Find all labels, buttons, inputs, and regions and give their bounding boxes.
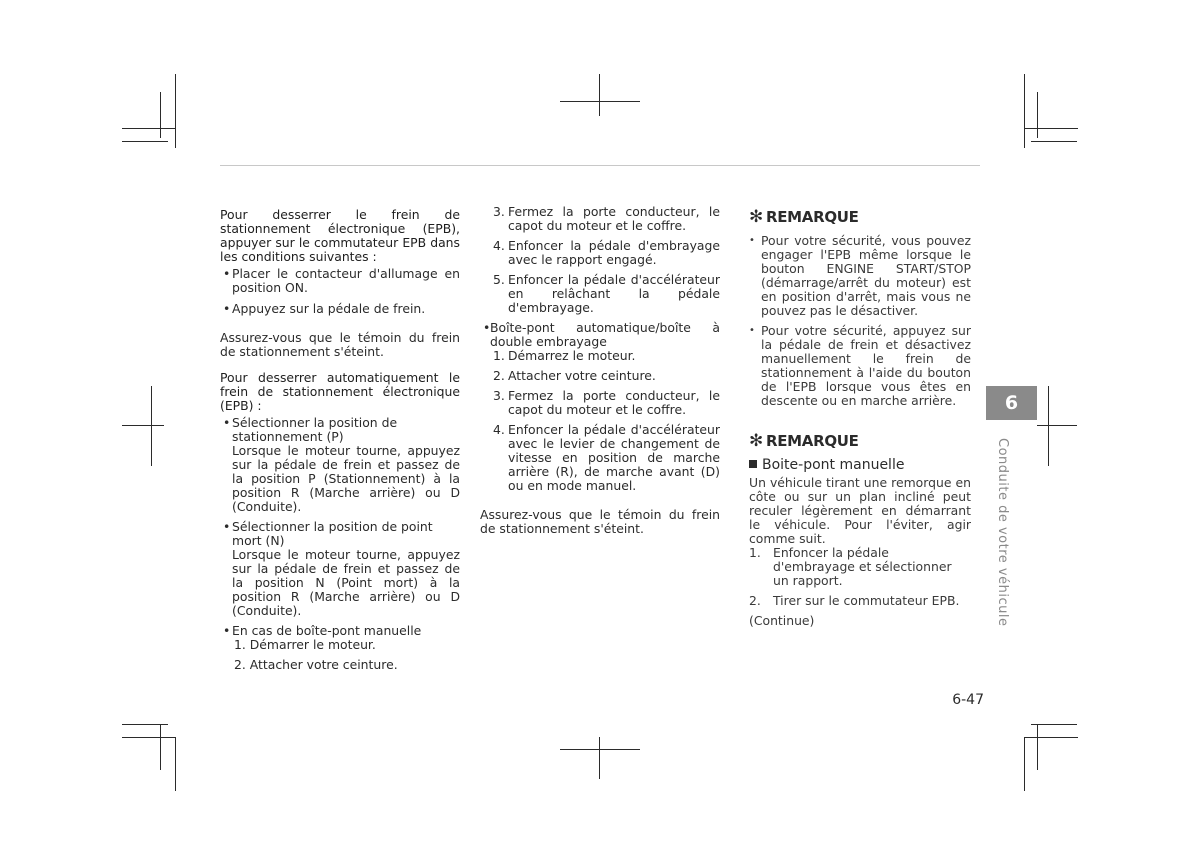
step-item: 1. Démarrer le moteur. xyxy=(234,637,376,652)
header-rule xyxy=(220,165,980,166)
intro-paragraph: Pour desserrer automatiquement le frein de stationnement électronique (EPB) : xyxy=(220,370,460,413)
crop-mark xyxy=(1024,737,1078,738)
note-paragraph: Un véhicule tirant une remorque en côte ou sur un plan incliné peut reculer légèrement en démarrant le véhicule. Pour l'éviter, agir comme suit. xyxy=(749,475,971,546)
note-step: 2. Tirer sur le commutateur EPB. xyxy=(749,593,960,608)
bullet-item: • Sélectionner la position de stationnement (P) xyxy=(220,416,460,444)
crop-mark xyxy=(1031,141,1077,142)
intro-paragraph: Pour desserrer le frein de stationnement électronique (EPB), appuyer sur le commutateur EPB dans les conditions suivantes : xyxy=(220,207,460,264)
registration-mark xyxy=(560,101,640,102)
bullet-detail: Lorsque le moteur tourne, appuyez sur la pédale de frein et passez de la position N (Point mort) à la position R (Marche arrière) ou D (Conduite). xyxy=(232,547,460,618)
step-item: 4. Enfoncer la pédale d'accélérateur avec le levier de changement de vitesse en position de marche arrière (R), de marche avant (D) ou en mode manuel. xyxy=(493,422,720,493)
column-3 xyxy=(749,207,971,628)
note-subheading: Boite-pont manuelle xyxy=(749,458,971,472)
crop-mark xyxy=(1024,74,1025,148)
registration-mark xyxy=(151,386,152,466)
step-item: 2. Attacher votre ceinture. xyxy=(234,657,398,672)
crop-mark xyxy=(175,737,176,791)
crop-mark xyxy=(122,724,168,725)
bullet-detail: Lorsque le moteur tourne, appuyez sur la pédale de frein et passez de la position P (Stationnement) à la position R (Marche arrière) ou D (Conduite). xyxy=(232,443,460,514)
crop-mark xyxy=(1024,737,1025,791)
chapter-tab: 6 xyxy=(986,386,1037,420)
step-item: 4. Enfoncer la pédale d'embrayage avec le rapport engagé. xyxy=(493,238,720,267)
registration-mark xyxy=(122,425,164,426)
bullet-item: • Sélectionner la position de point mort (N) xyxy=(220,520,460,548)
registration-mark xyxy=(1048,386,1049,466)
registration-mark xyxy=(1037,425,1077,426)
crop-mark xyxy=(160,92,161,138)
registration-mark xyxy=(599,737,600,779)
note-heading: ✻ REMARQUE xyxy=(749,207,859,227)
page-number: 6-47 xyxy=(952,692,984,708)
chapter-title: Conduite de votre véhicule xyxy=(995,438,1010,627)
bullet-item: • Placer le contacteur d'allumage en position ON. xyxy=(220,267,460,295)
crop-mark xyxy=(1031,724,1077,725)
step-item: 3. Fermez la porte conducteur, le capot du moteur et le coffre. xyxy=(493,388,720,417)
bullet-item: • Boîte-pont automatique/boîte à double embrayage xyxy=(480,321,720,349)
column-1 xyxy=(220,208,460,672)
crop-mark xyxy=(1024,128,1078,129)
check-paragraph: Assurez-vous que le témoin du frein de stationnement s'éteint. xyxy=(480,507,720,536)
crop-mark xyxy=(122,141,168,142)
check-paragraph: Assurez-vous que le témoin du frein de stationnement s'éteint. xyxy=(220,330,460,359)
asterisk-icon: ✻ xyxy=(749,431,763,451)
bullet-item: • En cas de boîte-pont manuelle xyxy=(220,624,460,638)
step-item: 1. Démarrez le moteur. xyxy=(493,348,636,363)
column-2 xyxy=(480,205,720,536)
note-bullet: • Pour votre sécurité, appuyez sur la pédale de frein et désactivez manuellement le frein de stationnement à l'aide du bouton de l'EPB lorsque vous êtes en descente ou en marche arrière. xyxy=(749,324,971,408)
continue-label: (Continue) xyxy=(749,613,815,628)
square-bullet-icon xyxy=(749,460,757,468)
crop-mark xyxy=(175,74,176,148)
step-item: 5. Enfoncer la pédale d'accélérateur en relâchant la pédale d'embrayage. xyxy=(493,272,720,315)
crop-mark xyxy=(1037,92,1038,138)
registration-mark xyxy=(599,74,600,116)
crop-mark xyxy=(160,724,161,770)
note-step: 1. Enfoncer la pédale d'embrayage et sélectionner un rapport. xyxy=(749,545,952,588)
step-item: 2. Attacher votre ceinture. xyxy=(493,368,656,383)
asterisk-icon: ✻ xyxy=(749,207,763,227)
note-heading: ✻ REMARQUE xyxy=(749,431,859,451)
note-bullet: • Pour votre sécurité, vous pouvez engager l'EPB même lorsque le bouton ENGINE START/STOP (démarrage/arrêt du moteur) est en position d'arrêt, mais vous ne pouvez pas le désactiver. xyxy=(749,234,971,318)
crop-mark xyxy=(1037,724,1038,770)
registration-mark xyxy=(560,749,640,750)
bullet-item: • Appuyez sur la pédale de frein. xyxy=(220,302,460,316)
crop-mark xyxy=(122,737,176,738)
step-item: 3. Fermez la porte conducteur, le capot du moteur et le coffre. xyxy=(493,204,720,233)
crop-mark xyxy=(122,128,176,129)
